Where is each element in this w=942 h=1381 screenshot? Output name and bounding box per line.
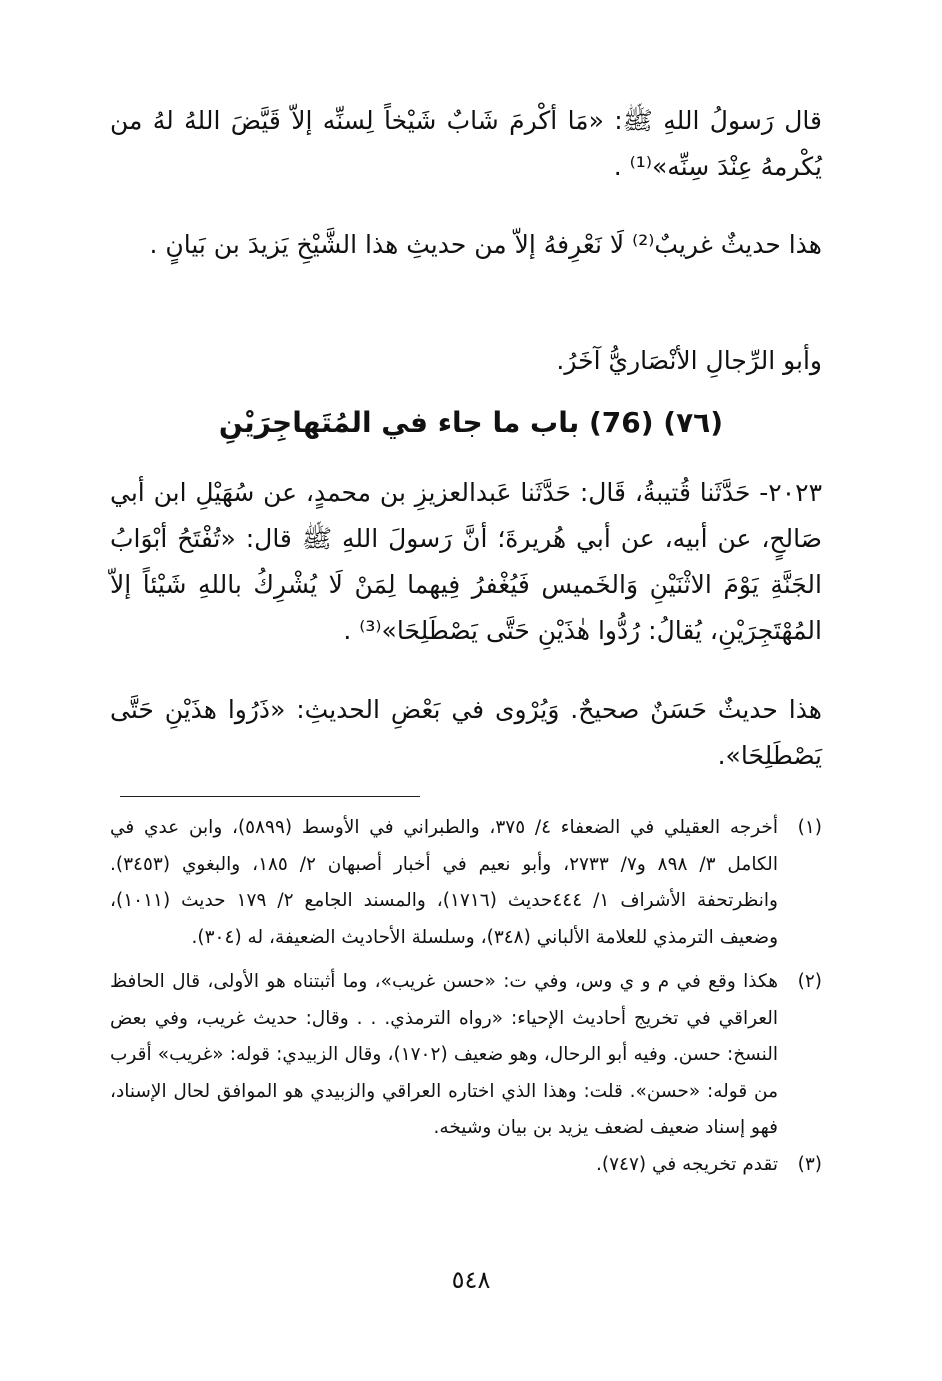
hadith-text-paragraph: قال رَسولُ اللهِ ﷺ: «مَا أكْرمَ شَابٌ شَيْخاً لِسنِّه إلاّ قَيَّضَ اللهُ لهُ من يُكْرمهُ عِنْدَ سِنِّه»⁽¹⁾ . — [110, 106, 822, 181]
footnotes-section — [110, 810, 822, 1183]
footnote-item — [110, 964, 822, 1147]
chapter-heading: (٧٦) (76) باب ما جاء في المُتَهاجِرَيْنِ — [218, 406, 724, 439]
hadith-paragraph: ٢٠٢٣- حَدَّثَنا قُتيبةُ، قَال: حَدَّثَنا عَبدالعزيزِ بن محمدٍ، عن سُهَيْلِ ابن أبي صَالحٍ، عن أبيه، عن أبي هُريرةَ؛ أنَّ رَسولَ اللهِ ﷺ قال: «تُفْتَحُ أبْوَابُ الجَنَّةِ يَوْمَ الاثْنَيْنِ وَالخَميس فَيُغْفرُ فِيهما لِمَنْ لَا يُشْرِكُ باللهِ شَيْئاً إلاّ المُهْتَجِرَيْنِ، يُقالُ: رُدُّوا هٰذَيْنِ حَتَّى يَصْطَلِحَا»⁽³⁾ . — [110, 478, 822, 645]
grading-paragraph: هذا حديثٌ حَسَنٌ صحيحٌ. وَيُرْوى في بَعْضِ الحديثِ: «ذَرُوا هذَيْنِ حَتَّى يَصْطَلِحَا». — [110, 695, 822, 770]
commentary-paragraph: هذا حديثٌ غريبٌ⁽²⁾ لَا نَعْرِفهُ إلاّ من حديثِ هذا الشَّيْخِ يَزيدَ بن بَيانٍ . — [149, 230, 822, 259]
narrator-note-paragraph: وأبو الرِّجالِ الأنْصَاريُّ آخَرُ. — [556, 346, 822, 375]
footnote-item — [110, 810, 822, 956]
footnote-text: تقدم تخريجه في (٧٤٧). — [595, 1153, 778, 1175]
footnote-text: أخرجه العقيلي في الضعفاء ٤/ ٣٧٥، والطبراني في الأوسط (٥٨٩٩)، وابن عدي في الكامل ٣/ ٨٩٨ و٧/ ٢٧٣٣، وأبو نعيم في أخبار أصبهان ٢/ ١٨٥، والبغوي (٣٤٥٣). وانظرتحفة الأشراف ١/ ٤٤٤حديث (١٧١٦)، والمسند الجامع ٢/ ١٧٩ حديث (١٠١١)، وضعيف الترمذي للعلامة الألباني (٣٤٨)، وسلسلة الأحاديث الضعيفة، له (٣٠٤). — [110, 817, 778, 948]
footnote-number: (٢) — [797, 971, 822, 992]
footnote-text: هكذا وقع في م و ي وس، وفي ت: «حسن غريب»، وما أثبتناه هو الأولى، قال الحافظ العراقي في تخريج أحاديث الإحياء: «رواه الترمذي. . . وقال: حديث غريب، وفي بعض النسخ: حسن. وفيه أبو الرحال، وهو ضعيف (١٧٠٢)، وقال الزبيدي: قوله: «غريب» أقرب من قوله: «حسن». قلت: وهذا الذي اختاره العراقي والزبيدي هو الموافق لحال الإسناد، فهو إسناد ضعيف لضعف يزيد بن بيان وشيخه. — [110, 971, 779, 1138]
page-number: ٥٤٨ — [451, 1266, 491, 1294]
footnote-number: (١) — [797, 817, 822, 838]
footnote-item — [110, 1147, 822, 1184]
footnote-number: (٣) — [797, 1153, 822, 1175]
footnote-separator — [120, 796, 420, 797]
